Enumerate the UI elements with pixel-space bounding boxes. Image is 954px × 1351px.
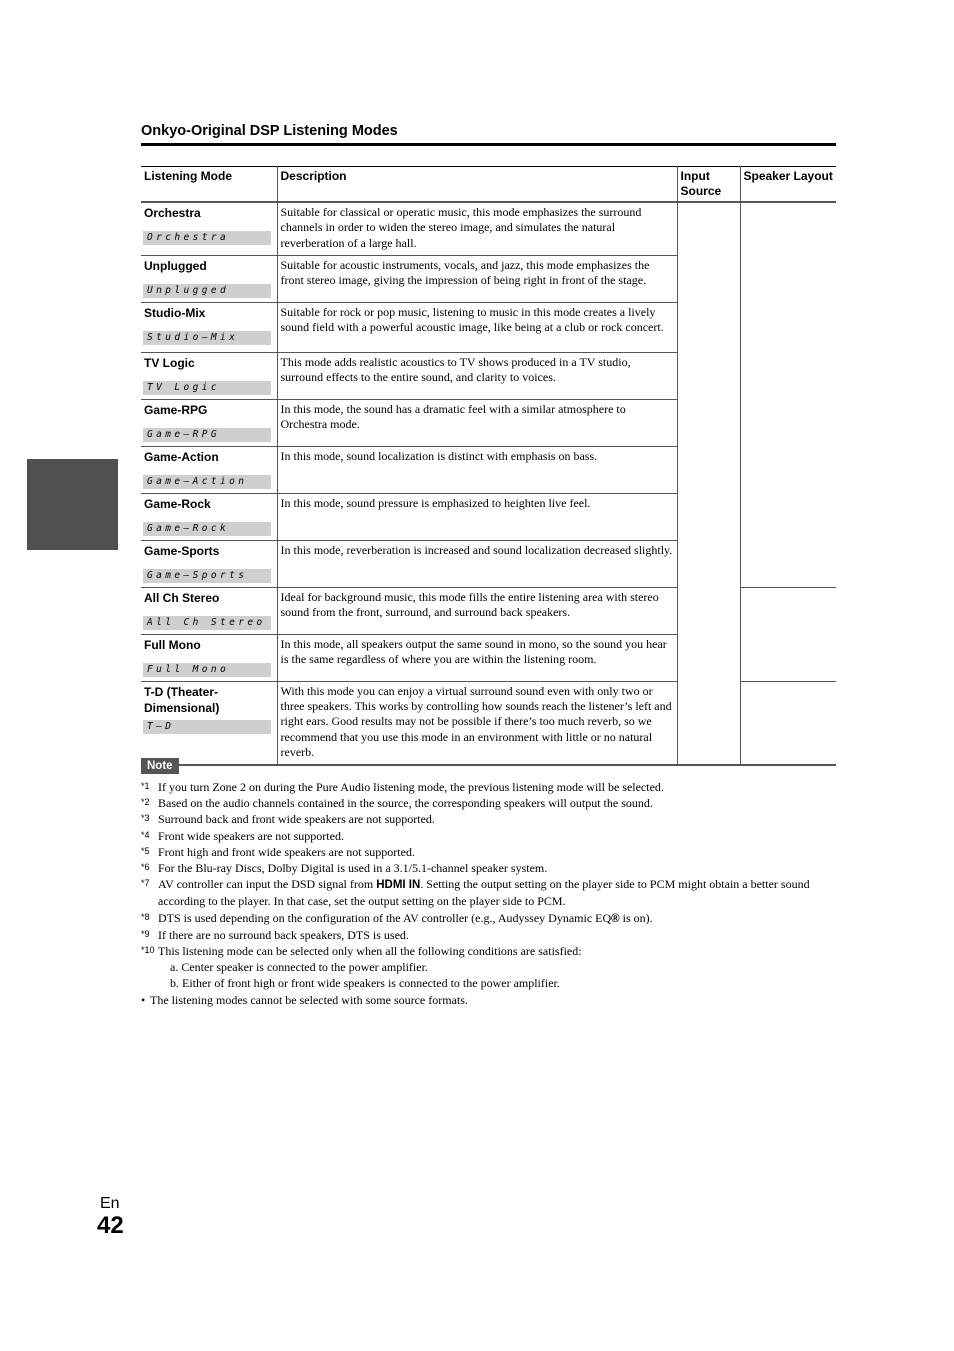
footnote-mark: *2: [141, 797, 150, 808]
footnote: [141, 828, 841, 844]
display-code: Full Mono: [143, 663, 271, 677]
speaker-layout-cell: [740, 587, 836, 681]
bullet-symbol: •: [141, 992, 146, 1007]
mode-description: Ideal for background music, this mode fills the entire listening area with stereo sound from the front, surround, and surround back speakers.: [280, 589, 659, 620]
mode-name: TV Logic: [144, 355, 195, 370]
mode-description: With this mode you can enjoy a virtual surround sound even with only two or three speakers. This works by controlling how sounds reach the listener’s left and right ears. Good results may not be possible if there’s too much reverb, so we recommend that you use this mode in an environment with little or no natural reverb.: [280, 683, 672, 760]
mode-name: T-D (Theater-Dimensional): [144, 684, 220, 715]
condition-item: a. Center speaker is connected to the power amplifier.: [170, 960, 428, 975]
footnote: [141, 860, 841, 876]
mode-name: Game-Sports: [144, 543, 220, 558]
page-number: 42: [97, 1212, 124, 1239]
note-label: Note: [141, 758, 179, 774]
header-input-source: Input Source: [677, 167, 740, 203]
mode-description: In this mode, all speakers output the same sound in mono, so the sound you hear is the same regardless of where you are within the listening room.: [280, 636, 667, 667]
footnote-text: If you turn Zone 2 on during the Pure Audio listening mode, the previous listening mode will be selected.: [158, 780, 664, 794]
footnote-mark: *4: [141, 829, 150, 840]
display-code: Game–Action: [143, 475, 271, 489]
mode-description: In this mode, sound pressure is emphasized to heighten live feel.: [280, 495, 591, 510]
table-header-row: [141, 167, 836, 203]
footnote-text: Front high and front wide speakers are not supported.: [158, 844, 415, 859]
footnote-mark: *8: [141, 911, 150, 922]
display-code: Unplugged: [143, 284, 271, 298]
listening-modes-table: [141, 166, 836, 766]
speaker-layout-cell: [740, 202, 836, 587]
side-chapter-tab: [27, 459, 118, 550]
bullet-note: [141, 992, 841, 1008]
footnote: [141, 779, 841, 795]
input-source-cell: [677, 202, 740, 765]
mode-description: Suitable for acoustic instruments, vocals, and jazz, this mode emphasizes the front stereo image, giving the impression of being right in front of the stage.: [280, 257, 650, 288]
mode-description: This mode adds realistic acoustics to TV shows produced in a TV studio, surround effects to the entire sound, and clarity to voices.: [280, 354, 631, 385]
display-code: TV Logic: [143, 381, 271, 395]
footnote-mark: *3: [141, 813, 150, 824]
header-speaker-layout: Speaker Layout: [740, 167, 836, 203]
footnote: [141, 844, 841, 860]
mode-description: In this mode, the sound has a dramatic feel with a similar atmosphere to Orchestra mode.: [280, 401, 626, 432]
bullet-text: The listening modes cannot be selected with some source formats.: [150, 992, 468, 1007]
mode-name: All Ch Stereo: [144, 590, 220, 605]
condition-item: b. Either of front high or front wide speakers is connected to the power amplifier.: [170, 976, 560, 991]
footnote: [141, 811, 841, 827]
footnote-text: . Setting the output setting on the player side to PCM might obtain a better sound according to the player. In that case, set the output setting on the player side to PCM.: [158, 877, 810, 909]
footnote-text: This listening mode can be selected only when all the following conditions are satisfied:: [158, 944, 582, 959]
footnote-text: Based on the audio channels contained in the source, the corresponding speakers will output the sound.: [158, 796, 653, 811]
footnote-mark: *1: [141, 781, 150, 791]
mode-name: Game-Action: [144, 449, 219, 464]
footnote: [141, 943, 841, 959]
footnote-text: Surround back and front wide speakers are not supported.: [158, 812, 435, 827]
footnote-mark: *10: [141, 945, 155, 956]
mode-name: Unplugged: [144, 258, 207, 273]
footnote: [141, 910, 841, 927]
mode-description: Suitable for classical or operatic music, this mode emphasizes the surround channels in order to widen the stereo image, and simulates the natural reverberation of a large hall.: [280, 205, 642, 250]
footnote: [141, 795, 841, 811]
display-code: Game–Sports: [143, 569, 271, 583]
display-code: Orchestra: [143, 231, 271, 245]
footnote-text: DTS is used depending on the configuration of the AV controller (e.g., Audyssey Dynamic EQ: [158, 910, 612, 925]
page-language: En: [100, 1195, 120, 1212]
mode-name: Full Mono: [144, 637, 201, 652]
registered-mark: ®: [611, 912, 620, 925]
mode-name: Orchestra: [144, 206, 201, 220]
footnote-mark: *7: [141, 878, 150, 889]
mode-description: Suitable for rock or pop music, listening to music in this mode creates a lively sound field with a powerful acoustic image, like being at a club or rock concert.: [280, 304, 664, 335]
display-code: Game–Rock: [143, 522, 271, 536]
display-code: Studio–Mix: [143, 331, 271, 345]
display-code: All Ch Stereo: [143, 616, 271, 630]
footnote-mark: *6: [141, 862, 150, 873]
footnote-mark: *5: [141, 845, 150, 856]
header-listening-mode: Listening Mode: [141, 167, 277, 203]
mode-name: Game-RPG: [144, 402, 208, 417]
footnote: [141, 876, 841, 909]
footnote-text: Front wide speakers are not supported.: [158, 828, 344, 843]
mode-name: Game-Rock: [144, 496, 211, 511]
footnote-text: is on).: [619, 910, 653, 925]
mode-description: In this mode, reverberation is increased and sound localization decreased slightly.: [280, 542, 673, 557]
footnotes: [141, 779, 841, 1008]
mode-name: Studio-Mix: [144, 305, 206, 320]
section-title: Onkyo-Original DSP Listening Modes: [141, 122, 836, 146]
mode-description: In this mode, sound localization is distinct with emphasis on bass.: [280, 448, 598, 463]
speaker-layout-cell: [740, 681, 836, 765]
footnote-text: AV controller can input the DSD signal from: [158, 877, 377, 892]
display-code: T–D: [143, 720, 271, 734]
footnote: [141, 927, 841, 943]
hdmi-in-label: HDMI IN: [376, 879, 421, 892]
display-code: Game–RPG: [143, 428, 271, 442]
footnote-text: For the Blu-ray Discs, Dolby Digital is used in a 3.1/5.1-channel speaker system.: [158, 861, 548, 876]
header-description: Description: [277, 167, 677, 203]
footnote-text: If there are no surround back speakers, DTS is used.: [158, 927, 409, 942]
table-row: [141, 202, 836, 255]
footnote-mark: *9: [141, 928, 150, 939]
